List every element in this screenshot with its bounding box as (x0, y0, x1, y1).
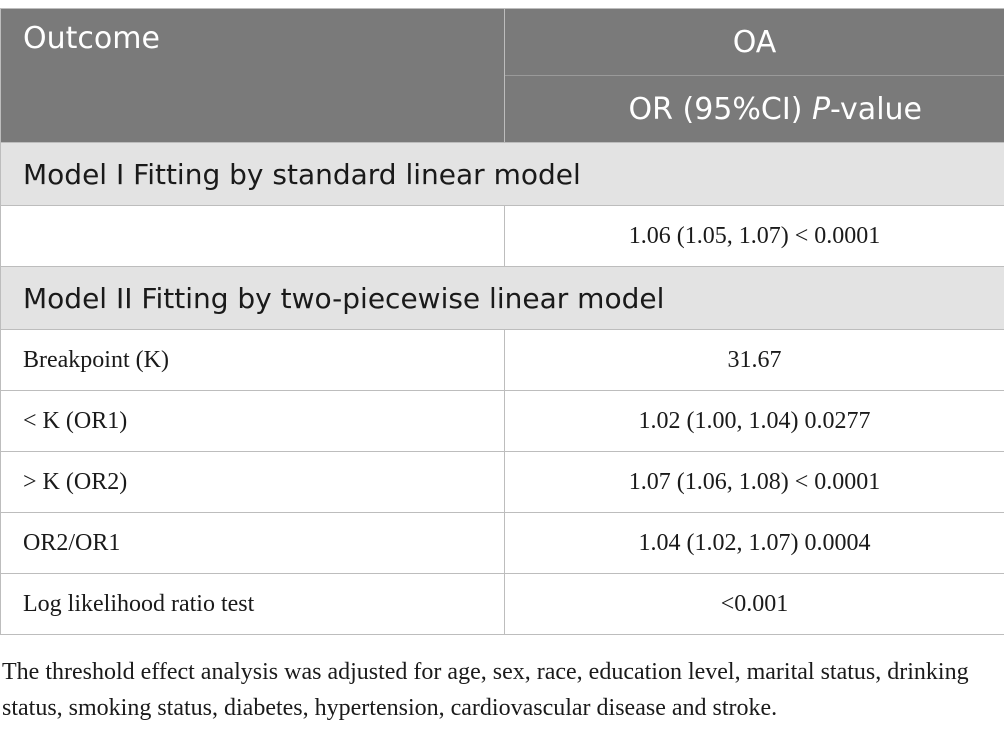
results-table-container (0, 8, 1004, 635)
header-or-pvalue (505, 76, 1004, 143)
row-value: 1.07 (1.06, 1.08) < 0.0001 (505, 452, 1004, 513)
header-value-label: -value (830, 91, 922, 127)
table-footnote: The threshold effect analysis was adjusted for age, sex, race, education level, marital status, drinking status, smoking status, diabetes, hypertension, cardiovascular disease and stroke. (2, 659, 969, 721)
section-title: Model I Fitting by standard linear model (1, 143, 1004, 206)
row-value: 1.02 (1.00, 1.04) 0.0277 (505, 391, 1004, 452)
row-label: > K (OR2) (1, 452, 505, 513)
table-row (1, 330, 1004, 391)
header-row (1, 9, 1004, 76)
table-row (1, 574, 1004, 635)
header-or-label: OR (95%CI) (628, 91, 812, 127)
row-value: 1.06 (1.05, 1.07) < 0.0001 (505, 206, 1004, 267)
row-label: Log likelihood ratio test (1, 574, 505, 635)
row-value: <0.001 (505, 574, 1004, 635)
threshold-effect-table (0, 8, 1004, 635)
row-label: Breakpoint (K) (1, 330, 505, 391)
row-label: < K (OR1) (1, 391, 505, 452)
header-outcome: Outcome (1, 9, 505, 143)
section-row-model-1 (1, 143, 1004, 206)
table-row (1, 513, 1004, 574)
table-row (1, 206, 1004, 267)
table-row (1, 391, 1004, 452)
header-oa: OA (505, 9, 1004, 76)
header-p-italic: P (811, 91, 831, 127)
row-value: 1.04 (1.02, 1.07) 0.0004 (505, 513, 1004, 574)
table-row (1, 452, 1004, 513)
row-label (1, 206, 505, 267)
row-label: OR2/OR1 (1, 513, 505, 574)
row-value: 31.67 (505, 330, 1004, 391)
section-title: Model II Fitting by two-piecewise linear model (1, 267, 1004, 330)
section-row-model-2 (1, 267, 1004, 330)
